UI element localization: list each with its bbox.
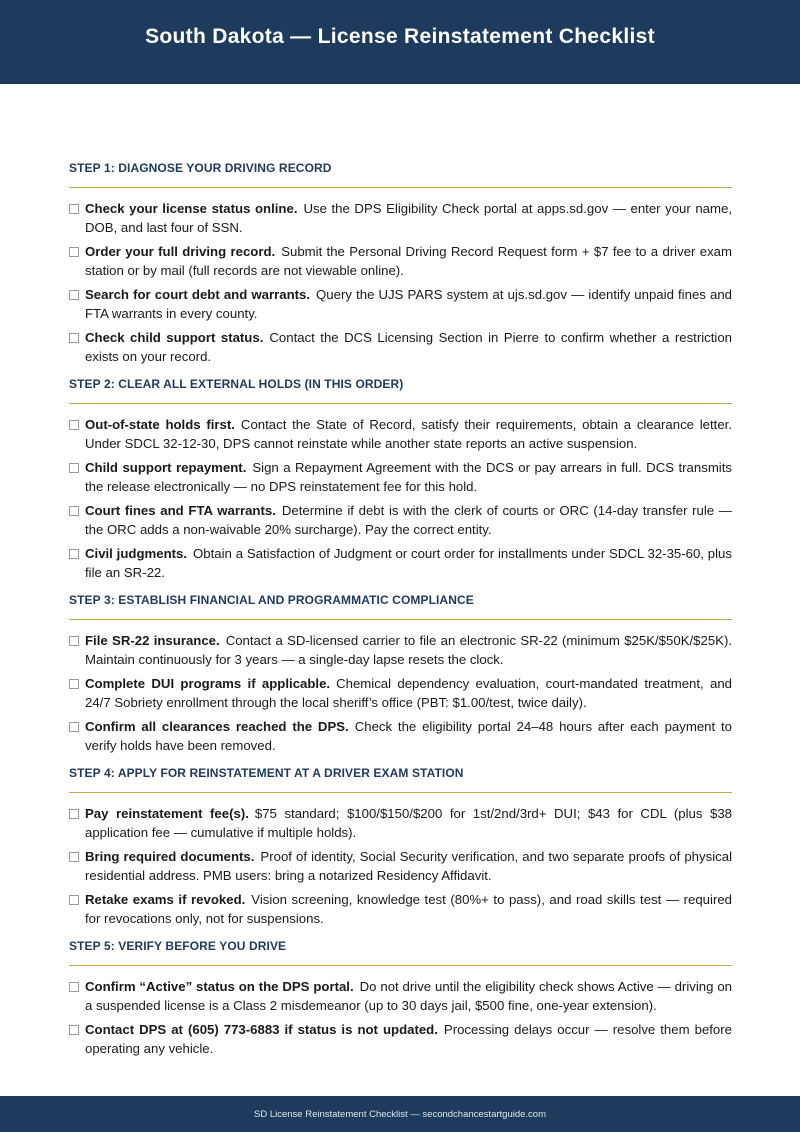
item-description: Submit the Personal Driving Record Request form + $7 fee to a driver exam station or by mail (full records are not viewable online). xyxy=(85,244,732,278)
item-description: Chemical dependency evaluation, court-mandated treatment, and 24/7 Sobriety enrollment through the local sheriff’s office (PBT: $1.00/test, twice daily). xyxy=(85,676,733,710)
checkbox-icon[interactable] xyxy=(69,679,79,689)
item-title: File SR-22 insurance. xyxy=(85,633,220,648)
step-1-title: STEP 1: DIAGNOSE YOUR DRIVING RECORD xyxy=(69,160,732,188)
checklist-content xyxy=(69,160,732,1068)
item-description: Use the DPS Eligibility Check portal at apps.sd.gov — enter your name, DOB, and last four of SSN. xyxy=(85,201,732,235)
checkbox-icon[interactable] xyxy=(69,1025,79,1035)
step-3-section xyxy=(69,592,732,755)
checklist-item xyxy=(69,804,732,842)
page-footer xyxy=(0,1096,800,1132)
checkbox-icon[interactable] xyxy=(69,290,79,300)
item-description: Determine if debt is with the clerk of courts or ORC (14-day transfer rule — the ORC adds a non-waivable 20% surcharge). Pay the correct entity. xyxy=(85,503,732,537)
checkbox-icon[interactable] xyxy=(69,420,79,430)
checkbox-icon[interactable] xyxy=(69,204,79,214)
item-title: Check child support status. xyxy=(85,330,264,345)
checklist-item xyxy=(69,328,732,366)
item-title: Confirm “Active” status on the DPS portal. xyxy=(85,979,354,994)
item-description: Processing delays occur — resolve them before operating any vehicle. xyxy=(85,1022,732,1056)
checkbox-icon[interactable] xyxy=(69,506,79,516)
checklist-item xyxy=(69,1020,732,1058)
step-1-section xyxy=(69,160,732,366)
item-title: Order your full driving record. xyxy=(85,244,276,259)
step-4-section xyxy=(69,765,732,928)
checkbox-icon[interactable] xyxy=(69,333,79,343)
item-title: Check your license status online. xyxy=(85,201,298,216)
item-description: Vision screening, knowledge test (80%+ to pass), and road skills test — required for revocations only, not for suspensions. xyxy=(85,892,733,926)
item-description: Do not drive until the eligibility check shows Active — driving on a suspended license is a Class 2 misdemeanor (up to 30 days jail, $500 fine, one-year extension). xyxy=(85,979,732,1013)
step-5-title: STEP 5: VERIFY BEFORE YOU DRIVE xyxy=(69,938,732,966)
item-title: Court fines and FTA warrants. xyxy=(85,503,276,518)
checklist-item xyxy=(69,199,732,237)
checklist-item xyxy=(69,285,732,323)
checkbox-icon[interactable] xyxy=(69,636,79,646)
checklist-item xyxy=(69,458,732,496)
item-description: Contact the State of Record, satisfy their requirements, obtain a clearance letter. Under SDCL 32-12-30, DPS cannot reinstate while another state reports an active suspension. xyxy=(85,417,732,451)
step-5-section xyxy=(69,938,732,1058)
item-description: Proof of identity, Social Security verification, and two separate proofs of physical residential address. PMB users: bring a notarized Residency Affidavit. xyxy=(85,849,732,883)
item-description: $75 standard; $100/$150/$200 for 1st/2nd/3rd+ DUI; $43 for CDL (plus $38 application fee — cumulative if multiple holds). xyxy=(85,806,732,840)
checklist-item xyxy=(69,544,732,582)
page-header xyxy=(0,0,800,84)
checklist-item xyxy=(69,717,732,755)
checkbox-icon[interactable] xyxy=(69,809,79,819)
checkbox-icon[interactable] xyxy=(69,463,79,473)
footer-text: SD License Reinstatement Checklist — secondchancestartguide.com xyxy=(253,1108,546,1120)
checkbox-icon[interactable] xyxy=(69,852,79,862)
item-description: Check the eligibility portal 24–48 hours after each payment to verify holds have been removed. xyxy=(85,719,732,753)
checkbox-icon[interactable] xyxy=(69,549,79,559)
item-description: Contact the DCS Licensing Section in Pierre to confirm whether a restriction exists on your record. xyxy=(85,330,733,364)
checklist-item xyxy=(69,242,732,280)
step-4-title: STEP 4: APPLY FOR REINSTATEMENT AT A DRIVER EXAM STATION xyxy=(69,765,732,793)
item-description: Query the UJS PARS system at ujs.sd.gov — identify unpaid fines and FTA warrants in every county. xyxy=(85,287,732,321)
item-description: Sign a Repayment Agreement with the DCS or pay arrears in full. DCS transmits the release electronically — no DPS reinstatement fee for this hold. xyxy=(85,460,732,494)
checkbox-icon[interactable] xyxy=(69,722,79,732)
checkbox-icon[interactable] xyxy=(69,982,79,992)
checklist-item xyxy=(69,977,732,1015)
checklist-item xyxy=(69,501,732,539)
item-title: Out-of-state holds first. xyxy=(85,417,235,432)
checklist-item xyxy=(69,631,732,669)
item-title: Confirm all clearances reached the DPS. xyxy=(85,719,349,734)
step-2-section xyxy=(69,376,732,582)
page-title: South Dakota — License Reinstatement Checklist xyxy=(145,25,655,48)
checklist-item xyxy=(69,674,732,712)
checkbox-icon[interactable] xyxy=(69,895,79,905)
item-title: Retake exams if revoked. xyxy=(85,892,246,907)
item-title: Contact DPS at (605) 773-6883 if status is not updated. xyxy=(85,1022,438,1037)
item-description: Contact a SD-licensed carrier to file an electronic SR-22 (minimum $25K/$50K/$25K). Maintain continuously for 3 years — a single-day lapse resets the clock. xyxy=(85,633,733,667)
step-2-title: STEP 2: CLEAR ALL EXTERNAL HOLDS (IN THIS ORDER) xyxy=(69,376,732,404)
item-title: Search for court debt and warrants. xyxy=(85,287,311,302)
checkbox-icon[interactable] xyxy=(69,247,79,257)
checklist-item xyxy=(69,847,732,885)
step-3-title: STEP 3: ESTABLISH FINANCIAL AND PROGRAMMATIC COMPLIANCE xyxy=(69,592,732,620)
item-title: Child support repayment. xyxy=(85,460,247,475)
item-title: Civil judgments. xyxy=(85,546,188,561)
checklist-item xyxy=(69,890,732,928)
item-title: Complete DUI programs if applicable. xyxy=(85,676,331,691)
item-title: Pay reinstatement fee(s). xyxy=(85,806,249,821)
checklist-item xyxy=(69,415,732,453)
item-description: Obtain a Satisfaction of Judgment or court order for installments under SDCL 32-35-60, plus file an SR-22. xyxy=(85,546,732,580)
item-title: Bring required documents. xyxy=(85,849,255,864)
